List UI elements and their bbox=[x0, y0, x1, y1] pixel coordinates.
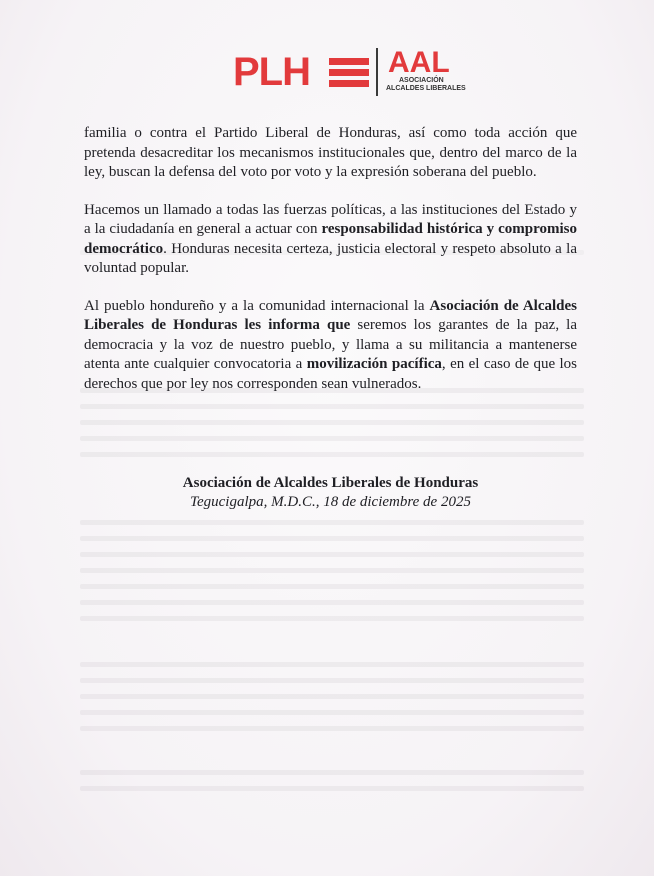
paragraph-2-text: Hacemos un llamado a todas las fuerzas políticas, a las instituciones del Estado y a la ciudadanía en general a actuar con bbox=[84, 201, 577, 237]
paragraph-3-text: Al pueblo hondureño y a la comunidad internacional la bbox=[84, 297, 430, 314]
aal-logo-subtitle-1: ASOCIACIÓN bbox=[399, 77, 444, 84]
flag-stripes-icon bbox=[329, 58, 369, 88]
bleed-through-line bbox=[80, 420, 584, 425]
document-body bbox=[84, 124, 577, 412]
aal-logo-subtitle-2: ALCALDES LIBERALES bbox=[386, 85, 466, 92]
paragraph-3-bold: Asociación de Alcaldes Liberales de Honduras les informa que bbox=[84, 297, 578, 333]
bleed-through-line bbox=[80, 452, 584, 457]
paragraph-3-bold: movilización pacífica bbox=[306, 356, 442, 372]
paragraph-3 bbox=[84, 297, 577, 395]
bleed-through-line bbox=[80, 568, 584, 573]
bleed-through-line bbox=[80, 436, 584, 441]
bleed-through-line bbox=[80, 770, 584, 775]
bleed-through-line bbox=[80, 662, 584, 667]
bleed-through-line bbox=[80, 726, 584, 731]
bleed-through-line bbox=[80, 786, 584, 791]
paragraph-1-text: familia o contra el Partido Liberal de Honduras, así como toda acción que pretenda desacreditar los mecanismos institucionales que, dentro del marco de la ley, buscan la defensa del voto por voto y la expresión soberana del pueblo. bbox=[84, 125, 577, 180]
aal-logo: AAL bbox=[388, 46, 450, 79]
paragraph-3-text: , en el caso de que los derechos que por ley nos corresponden sean vulnerados. bbox=[84, 356, 578, 392]
signature-place-date: Tegucigalpa, M.D.C., 18 de diciembre de 2025 bbox=[190, 494, 471, 510]
bleed-through-line bbox=[80, 584, 584, 589]
paragraph-2-bold: responsabilidad histórica y compromiso democrático bbox=[84, 221, 577, 257]
bleed-through-line bbox=[80, 710, 584, 715]
bleed-through-line bbox=[80, 552, 584, 557]
paragraph-2 bbox=[84, 201, 577, 279]
paragraph-2-text: . Honduras necesita certeza, justicia electoral y respeto absoluto a la voluntad popular. bbox=[84, 240, 577, 276]
plh-logo: PLH bbox=[233, 50, 310, 94]
paragraph-1 bbox=[84, 124, 577, 183]
signature-organization: Asociación de Alcaldes Liberales de Honduras bbox=[182, 475, 479, 491]
header-logos bbox=[0, 48, 654, 98]
signature-block bbox=[84, 474, 577, 512]
bleed-through-line bbox=[80, 520, 584, 525]
logo-divider bbox=[376, 48, 378, 96]
bleed-through-line bbox=[80, 536, 584, 541]
bleed-through-line bbox=[80, 694, 584, 699]
bleed-through-line bbox=[80, 616, 584, 621]
bleed-through-line bbox=[80, 678, 584, 683]
paragraph-3-text: seremos los garantes de la paz, la democracia y la voz de nuestro pueblo, y llama a su militancia a mantenerse atenta ante cualquier convocatoria a bbox=[84, 317, 577, 372]
bleed-through-line bbox=[80, 600, 584, 605]
